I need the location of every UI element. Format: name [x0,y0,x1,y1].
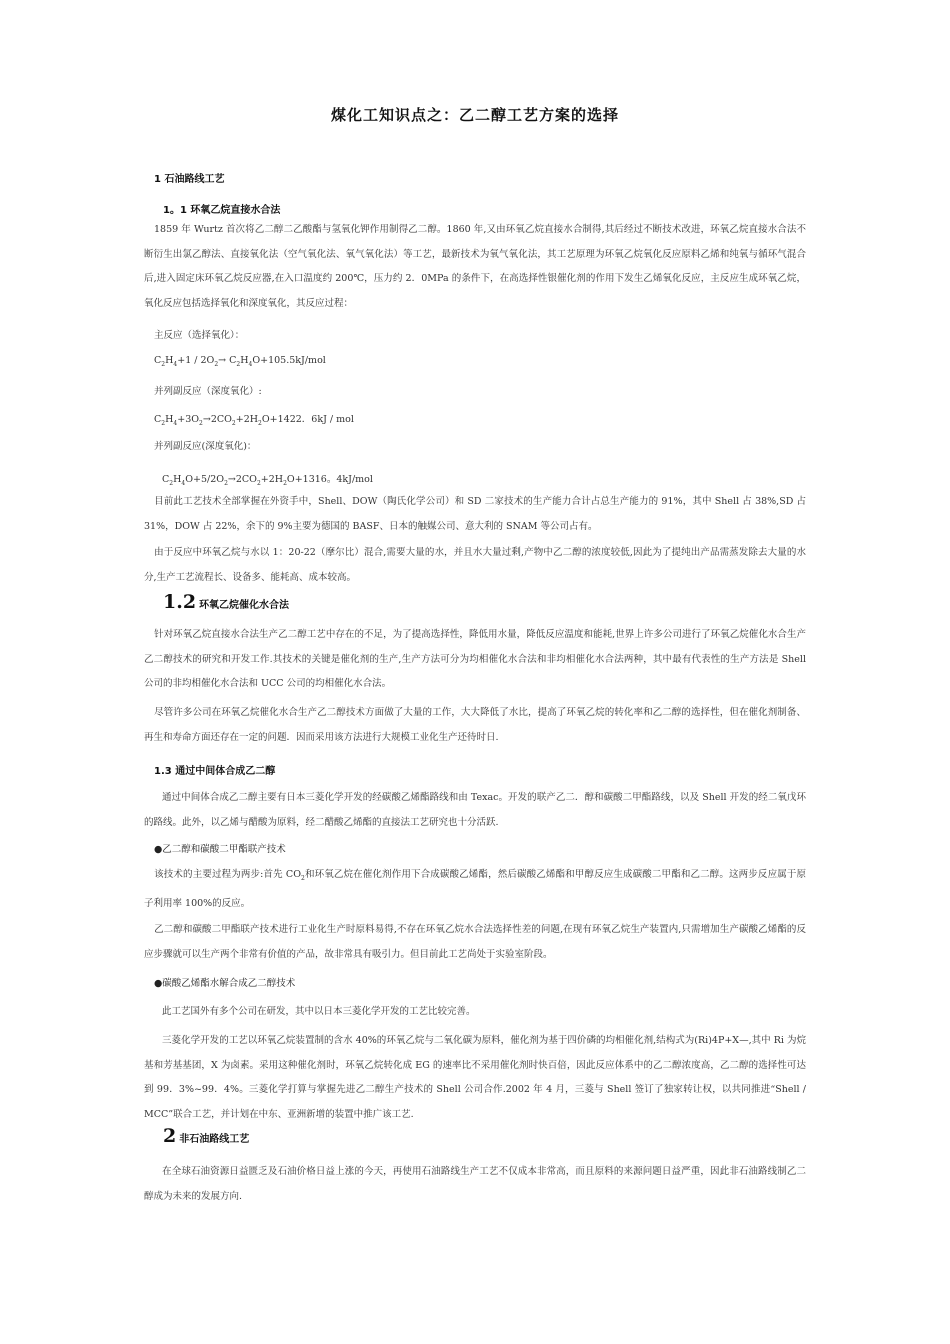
equation-subscript: 2 [224,480,228,487]
section-1-3-paragraph-4: 此工艺国外有多个公司在研发，其中以日本三菱化学开发的工艺比较完善。 [162,1006,476,1017]
equation-text: →2CO [227,474,257,485]
section-1-1-paragraph-2: 目前此工艺技术全部掌握在外资手中，Shell、DOW（陶氏化学公司）和 SD 二家技术的生产能力合计占总生产能力的 91%，其中 Shell 占 38%,SD 占 31%，DOW 占 22%，余下的 9%主要为德国的 BASF、日本的触媒公司、意大利的 SNAM 等公司占有。 [144,496,806,532]
section-1-3-paragraph-1: 通过中间体合成乙二醇主要有日本三菱化学开发的经碳酸乙烯酯路线和由 Texac。开发的联产乙二．醇和碳酸二甲酯路线，以及 Shell 开发的经二氧戊环的路线。此外，以乙烯与醋酸为原料，经二醋酸乙烯酯的直接法工艺研究也十分活跃. [144,792,806,828]
equation-subscript: 2 [231,420,236,427]
equation-subscript: 4 [173,361,178,368]
section-1-1-paragraph-1: 1859 年 Wurtz 首次将乙二醇二乙酸酯与氢氧化钾作用制得乙二醇。1860 年,又由环氧乙烷直接水合制得,其后经过不断技术改进，环氧乙烷直接水合法不断衍生出氯乙醇法、直接氧化法（空气氧化法、氧气氧化法）等工艺，最新技术为氧气氧化法，其工艺原理为环氧乙烷氧化反应原料乙烯和纯氧与循环气混合后,进入固定床环氧乙烷反应器,在入口温度约 200℃，压力约 2．0MPa 的条件下，在高选择性银催化剂的作用下发生乙烯氧化反应，主反应生成环氧乙烷，氧化反应包括选择氧化和深度氧化，其反应过程： [144,224,806,309]
section-2-heading: 2 非石油路线工艺 [163,1125,250,1147]
equation-text: H [165,414,174,425]
document-title: 煤化工知识点之：乙二醇工艺方案的选择 [330,106,619,124]
equation-subscript: 2 [236,361,241,368]
equation-subscript: 2 [214,361,219,368]
main-reaction-label: 主反应（选择氧化）： [154,330,245,341]
equation-text: C [154,414,162,425]
equation-subscript: 2 [283,480,287,487]
section-1-heading: 1 石油路线工艺 [154,174,225,185]
equation-3 [162,471,373,487]
equation-text: +1 / 2O [177,355,215,366]
section-1-3-heading: 1.3 通过中间体合成乙二醇 [154,766,276,777]
section-1-1-heading: 1。1 环氧乙烷直接水合法 [163,205,281,216]
section-1-2-heading: 1.2 环氧乙烷催化水合法 [163,591,290,613]
side-reaction-label-2: 并列副反应(深度氧化)： [154,441,257,452]
side-reaction-label-1: 并列副反应（深度氧化）: [154,386,262,397]
equation-text: →2CO [202,414,232,425]
equation-text: H [173,474,182,485]
equation-2 [154,411,354,427]
equation-text: O+105.5kJ/mol [252,355,326,366]
section-1-3-paragraph-2: 该技术的主要过程为两步:首先 $CO_2$和环氧乙烷在催化剂作用下合成碳酸乙烯酯，然后碳酸乙烯酯和甲醇反应生成碳酸二甲酯和乙二醇。这两步反应属于原子利用率 100%的反应。 [144,869,806,909]
equation-1 [154,355,326,368]
equation-text: +3O [177,414,200,425]
section-1-2-number: 1.2 [163,591,197,613]
equation-text: H [240,355,249,366]
section-2-number: 2 [163,1125,177,1147]
bullet-dmc-coproduction: ●乙二醇和碳酸二甲酯联产技术 [154,844,286,855]
equation-text: → C [218,355,237,366]
section-1-2-paragraph-1: 针对环氧乙烷直接水合法生产乙二醇工艺中存在的不足，为了提高选择性，降低用水量，降低反应温度和能耗,世界上许多公司进行了环氧乙烷催化水合生产乙二醇技术的研究和开发工作.其技术的关键是催化剂的生产,生产方法可分为均相催化水合法和非均相催化水合法两种，其中最有代表性的生产方法是 Shell 公司的非均相催化水合法和 UCC 公司的均相催化水合法。 [144,629,806,689]
equation-text: C [154,355,162,366]
section-1-2-paragraph-2: 尽管许多公司在环氧乙烷催化水合生产乙二醇技术方面做了大量的工作，大大降低了水比，提高了环氧乙烷的转化率和乙二醇的选择性，但在催化剂制备、再生和寿命方面还存在一定的问题．因而采用该方法进行大规模工业化生产还待时日. [144,707,806,743]
equation-subscript: 2 [199,420,203,427]
section-1-3-paragraph-5: 三菱化学开发的工艺以环氧乙烷装置制的含水 40%的环氧乙烷与二氧化碳为原料，催化剂为基于四价磷的均相催化剂,结构式为(Ri)4P+X—,其中 Ri 为烷基和芳基基团，X 为卤素。采用这种催化剂时，环氧乙烷转化成 EG 的速率比不采用催化剂时快百倍，因此反应体系中的乙二醇浓度高，乙二醇的选择性可达到 99．3%~99．4%。三菱化学打算与掌握先进乙二醇生产技术的 Shell 公司合作.2002 年 4 月，三菱与 Shell 签订了独家转让权，以共同推进“Shell / MCC”联合工艺，并计划在中东、亚洲新增的装置中推广该工艺. [144,1035,806,1120]
section-1-3-paragraph-3: 乙二醇和碳酸二甲酯联产技术进行工业化生产时原料易得,不存在环氧乙烷水合法选择性差的问题,在现有环氧乙烷生产装置内,只需增加生产碳酸乙烯酯的反应步骤就可以生产两个非常有价值的产品，故非常具有吸引力。但目前此工艺尚处于实验室阶段。 [144,924,806,960]
equation-subscript: 2 [256,480,261,487]
section-1-1-paragraph-3: 由于反应中环氧乙烷与水以 1：20-22（摩尔比）混合,需要大量的水，并且水大量过剩,产物中乙二醇的浓度较低,因此为了提纯出产品需蒸发除去大量的水分,生产工艺流程长、设备多、能耗高、成本较高。 [144,547,806,583]
equation-subscript: 2 [258,420,262,427]
equation-subscript: 2 [169,480,174,487]
equation-text: +2H [235,414,259,425]
equation-text: C [162,474,170,485]
equation-text: O+5/2O [185,474,225,485]
equation-subscript: 4 [248,361,253,368]
equation-subscript: 4 [181,480,186,487]
equation-text: H [165,355,174,366]
equation-subscript: 4 [173,420,178,427]
section-2-paragraph-1: 在全球石油资源日益匮乏及石油价格日益上涨的今天，再使用石油路线生产工艺不仅成本非常高，而且原料的来源问题日益严重，因此非石油路线制乙二醇成为未来的发展方向. [144,1166,806,1202]
equation-text: O+1422．6kJ / mol [261,414,354,425]
equation-subscript: 2 [161,420,166,427]
equation-text: +2H [260,474,284,485]
equation-subscript: 2 [161,361,166,368]
bullet-ec-hydrolysis: ●碳酸乙烯酯水解合成乙二醇技术 [154,978,296,989]
equation-text: O+1316。4kJ/mol [286,474,373,485]
